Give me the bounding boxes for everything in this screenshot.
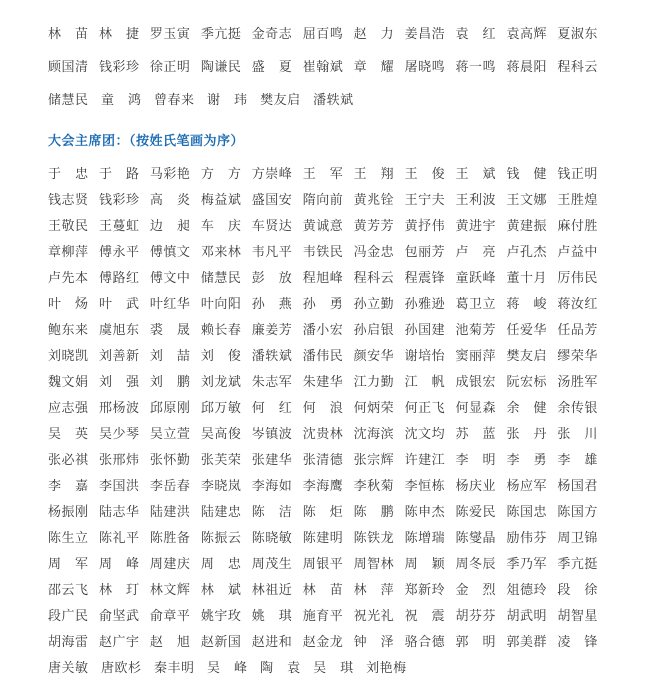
person-name: 任品芳 bbox=[557, 322, 598, 338]
person-name: 张建华 bbox=[251, 452, 293, 468]
person-name: 许建江 bbox=[404, 452, 446, 468]
person-name: 廉姜芳 bbox=[251, 322, 293, 338]
person-name: 张宗辉 bbox=[353, 452, 395, 468]
person-name: 林文辉 bbox=[149, 582, 191, 598]
person-name: 杨振刚 bbox=[48, 504, 89, 520]
person-name: 孙国建 bbox=[404, 322, 446, 338]
person-name: 章柳萍 bbox=[48, 244, 89, 260]
person-name: 储慧民 bbox=[48, 93, 89, 108]
name-row bbox=[48, 49, 598, 82]
person-name: 俞章平 bbox=[149, 608, 191, 624]
person-name: 励伟芬 bbox=[506, 530, 547, 546]
person-name: 秦丰明 bbox=[154, 660, 195, 676]
person-name: 储慧民 bbox=[200, 270, 242, 286]
person-name: 季乃军 bbox=[506, 556, 547, 572]
person-name: 夏淑东 bbox=[557, 27, 598, 42]
person-name: 李岳春 bbox=[149, 478, 191, 494]
person-name: 麻付胜 bbox=[557, 218, 598, 234]
person-name: 刘晓凯 bbox=[48, 348, 89, 364]
person-name: 周 颖 bbox=[404, 556, 446, 572]
person-name: 张怀勤 bbox=[149, 452, 191, 468]
person-name: 姚 琪 bbox=[251, 608, 293, 624]
person-name: 边 昶 bbox=[149, 218, 191, 234]
person-name: 池菊芳 bbox=[455, 322, 497, 338]
person-name: 吴立萱 bbox=[149, 426, 191, 442]
person-name: 陈增瑞 bbox=[404, 530, 446, 546]
person-name: 屠晓鸣 bbox=[404, 60, 446, 75]
presidium-name-list bbox=[48, 159, 598, 679]
person-name: 孙立勤 bbox=[353, 296, 395, 312]
name-row bbox=[48, 393, 598, 419]
person-name: 唐关敏 bbox=[48, 660, 89, 676]
person-name: 王 斌 bbox=[455, 166, 497, 182]
person-name: 窦丽萍 bbox=[455, 348, 497, 364]
person-name: 谢培怡 bbox=[404, 348, 446, 364]
person-name: 陈铁龙 bbox=[353, 530, 395, 546]
person-name: 陆建忠 bbox=[200, 504, 242, 520]
person-name: 曾春来 bbox=[154, 93, 195, 108]
person-name: 卢益中 bbox=[557, 244, 598, 260]
person-name: 林 捷 bbox=[98, 27, 140, 42]
person-name: 郭 明 bbox=[455, 634, 497, 650]
person-name: 高 炎 bbox=[149, 192, 191, 208]
person-name: 陈振云 bbox=[200, 530, 242, 546]
person-name: 朱建华 bbox=[302, 374, 344, 390]
person-name: 周卫锦 bbox=[557, 530, 598, 546]
person-name: 盛 夏 bbox=[251, 60, 293, 75]
person-name: 刘艳梅 bbox=[366, 660, 407, 676]
person-name: 林 玎 bbox=[98, 582, 140, 598]
person-name: 胡智星 bbox=[557, 608, 598, 624]
person-name: 周银平 bbox=[302, 556, 344, 572]
person-name: 潘轶斌 bbox=[313, 93, 354, 108]
person-name: 陈申杰 bbox=[404, 504, 446, 520]
presidium-heading: 大会主席团：（按姓氏笔画为序） bbox=[48, 134, 245, 149]
person-name: 韦凡平 bbox=[251, 244, 293, 260]
person-name: 张芙荣 bbox=[200, 452, 242, 468]
name-row bbox=[48, 82, 598, 115]
person-name: 王文娜 bbox=[506, 192, 547, 208]
person-name: 吴 英 bbox=[48, 426, 89, 442]
person-name: 金奇志 bbox=[251, 27, 293, 42]
person-name: 俞坚武 bbox=[98, 608, 140, 624]
person-name: 王 俊 bbox=[404, 166, 446, 182]
person-name: 刘龙斌 bbox=[200, 374, 242, 390]
person-name: 陈生立 bbox=[48, 530, 89, 546]
person-name: 叶红华 bbox=[149, 296, 191, 312]
name-row bbox=[48, 523, 598, 549]
person-name: 蒋晨阳 bbox=[506, 60, 547, 75]
person-name: 姜昌浩 bbox=[404, 27, 446, 42]
person-name: 余 健 bbox=[506, 400, 547, 416]
person-name: 陈 炬 bbox=[302, 504, 344, 520]
person-name: 王敬民 bbox=[48, 218, 89, 234]
person-name: 江力勤 bbox=[353, 374, 395, 390]
name-row bbox=[48, 211, 598, 237]
person-name: 袁高辉 bbox=[506, 27, 547, 42]
person-name: 陈胜备 bbox=[149, 530, 191, 546]
person-name: 彭 放 bbox=[251, 270, 293, 286]
person-name: 唐欧杉 bbox=[101, 660, 142, 676]
person-name: 李国洪 bbox=[98, 478, 140, 494]
name-row bbox=[48, 653, 598, 679]
person-name: 张 川 bbox=[557, 426, 598, 442]
person-name: 刘 鹏 bbox=[149, 374, 191, 390]
person-name: 赵进和 bbox=[251, 634, 293, 650]
person-name: 邱万敏 bbox=[200, 400, 242, 416]
person-name: 沈文均 bbox=[404, 426, 446, 442]
name-row bbox=[48, 497, 598, 523]
person-name: 陈 洁 bbox=[251, 504, 293, 520]
person-name: 李恒栋 bbox=[404, 478, 446, 494]
person-name: 陈礼平 bbox=[98, 530, 140, 546]
person-name: 何 红 bbox=[251, 400, 293, 416]
person-name: 林 斌 bbox=[200, 582, 242, 598]
person-name: 虞旭东 bbox=[98, 322, 140, 338]
person-name: 赵 力 bbox=[353, 27, 395, 42]
person-name: 程科云 bbox=[557, 60, 598, 75]
person-name: 樊友启 bbox=[506, 348, 547, 364]
person-name: 陶谦民 bbox=[200, 60, 242, 75]
name-row bbox=[48, 159, 598, 185]
person-name: 罗玉寅 bbox=[149, 27, 191, 42]
person-name: 赵广宇 bbox=[98, 634, 140, 650]
person-name: 黄兆铨 bbox=[353, 192, 395, 208]
person-name: 吴 琪 bbox=[313, 660, 354, 676]
person-name: 刘 强 bbox=[98, 374, 140, 390]
name-row bbox=[48, 289, 598, 315]
person-name: 徐正明 bbox=[149, 60, 191, 75]
name-row bbox=[48, 185, 598, 211]
person-name: 季亢挺 bbox=[557, 556, 598, 572]
person-name: 周智林 bbox=[353, 556, 395, 572]
person-name: 祝光礼 bbox=[353, 608, 395, 624]
person-name: 陆建洪 bbox=[149, 504, 191, 520]
person-name: 钟 泽 bbox=[353, 634, 395, 650]
person-name: 孙 勇 bbox=[302, 296, 344, 312]
person-name: 卢孔杰 bbox=[506, 244, 547, 260]
person-name: 李 勇 bbox=[506, 452, 547, 468]
person-name: 姚宇玫 bbox=[200, 608, 242, 624]
person-name: 潘小宏 bbox=[302, 322, 344, 338]
name-row bbox=[48, 471, 598, 497]
person-name: 王宁夫 bbox=[404, 192, 446, 208]
person-name: 叶 炀 bbox=[48, 296, 89, 312]
person-name: 顾国清 bbox=[48, 60, 89, 75]
person-name: 阮宏标 bbox=[506, 374, 547, 390]
person-name: 林祖近 bbox=[251, 582, 293, 598]
top-name-list bbox=[48, 16, 598, 115]
person-name: 李秋菊 bbox=[353, 478, 395, 494]
person-name: 成银宏 bbox=[455, 374, 497, 390]
person-name: 黄抒伟 bbox=[404, 218, 446, 234]
person-name: 崔翰斌 bbox=[302, 60, 344, 75]
person-name: 钱彩珍 bbox=[98, 60, 140, 75]
person-name: 岑镇波 bbox=[251, 426, 293, 442]
person-name: 赵 旭 bbox=[149, 634, 191, 650]
person-name: 胡武明 bbox=[506, 608, 547, 624]
person-name: 何显森 bbox=[455, 400, 497, 416]
person-name: 陈建明 bbox=[302, 530, 344, 546]
person-name: 黄进宇 bbox=[455, 218, 497, 234]
person-name: 钱正明 bbox=[557, 166, 598, 182]
person-name: 叶 武 bbox=[98, 296, 140, 312]
person-name: 胡海雷 bbox=[48, 634, 89, 650]
person-name: 童跃峰 bbox=[455, 270, 497, 286]
person-name: 屈百鸣 bbox=[302, 27, 344, 42]
person-name: 陈国方 bbox=[557, 504, 598, 520]
person-name: 孙雅逊 bbox=[404, 296, 446, 312]
person-name: 程科云 bbox=[353, 270, 395, 286]
person-name: 马彩艳 bbox=[149, 166, 191, 182]
person-name: 傅路红 bbox=[98, 270, 140, 286]
name-row bbox=[48, 627, 598, 653]
person-name: 刘善新 bbox=[98, 348, 140, 364]
person-name: 李 雄 bbox=[557, 452, 598, 468]
person-name: 蒋 峻 bbox=[506, 296, 547, 312]
person-name: 刘 俊 bbox=[200, 348, 242, 364]
person-name: 王蔓虹 bbox=[98, 218, 140, 234]
person-name: 汤胜军 bbox=[557, 374, 598, 390]
person-name: 冯金忠 bbox=[353, 244, 395, 260]
person-name: 陈燮晶 bbox=[455, 530, 497, 546]
person-name: 车贤达 bbox=[251, 218, 293, 234]
person-name: 隋向前 bbox=[302, 192, 344, 208]
person-name: 梅益斌 bbox=[200, 192, 242, 208]
person-name: 盛国安 bbox=[251, 192, 293, 208]
person-name: 杨国君 bbox=[557, 478, 598, 494]
person-name: 钱志贤 bbox=[48, 192, 89, 208]
person-name: 骆合德 bbox=[404, 634, 446, 650]
person-name: 林 苗 bbox=[48, 27, 89, 42]
person-name: 周茂生 bbox=[251, 556, 293, 572]
person-name: 赖长春 bbox=[200, 322, 242, 338]
person-name: 李 嘉 bbox=[48, 478, 89, 494]
person-name: 俎德玲 bbox=[506, 582, 547, 598]
person-name: 蒋一鸣 bbox=[455, 60, 497, 75]
person-name: 车 庆 bbox=[200, 218, 242, 234]
person-name: 施育平 bbox=[302, 608, 344, 624]
person-name: 章 耀 bbox=[353, 60, 395, 75]
name-row bbox=[48, 445, 598, 471]
person-name: 袁 红 bbox=[455, 27, 497, 42]
person-name: 张必祺 bbox=[48, 452, 89, 468]
person-name: 金 烈 bbox=[455, 582, 497, 598]
person-name: 应志强 bbox=[48, 400, 89, 416]
person-name: 何正飞 bbox=[404, 400, 446, 416]
person-name: 葛卫立 bbox=[455, 296, 497, 312]
person-name: 季亢挺 bbox=[200, 27, 242, 42]
name-row bbox=[48, 549, 598, 575]
person-name: 王 翔 bbox=[353, 166, 395, 182]
person-name: 傅永平 bbox=[98, 244, 140, 260]
person-name: 沈海滨 bbox=[353, 426, 395, 442]
person-name: 邓来林 bbox=[200, 244, 242, 260]
person-name: 厉伟民 bbox=[557, 270, 598, 286]
person-name: 郭美群 bbox=[506, 634, 547, 650]
person-name: 周冬辰 bbox=[455, 556, 497, 572]
person-name: 邱原刚 bbox=[149, 400, 191, 416]
person-name: 钱彩珍 bbox=[98, 192, 140, 208]
person-name: 魏文娟 bbox=[48, 374, 89, 390]
person-name: 缪荣华 bbox=[557, 348, 598, 364]
person-name: 陈 鹏 bbox=[353, 504, 395, 520]
person-name: 韦铁民 bbox=[302, 244, 344, 260]
person-name: 苏 蓝 bbox=[455, 426, 497, 442]
person-name: 赵新国 bbox=[200, 634, 242, 650]
person-name: 蒋汝红 bbox=[557, 296, 598, 312]
person-name: 郑新玲 bbox=[404, 582, 446, 598]
person-name: 叶向阳 bbox=[200, 296, 242, 312]
person-name: 李 明 bbox=[455, 452, 497, 468]
person-name: 刘 喆 bbox=[149, 348, 191, 364]
person-name: 何 浪 bbox=[302, 400, 344, 416]
person-name: 张邢炜 bbox=[98, 452, 140, 468]
person-name: 张清德 bbox=[302, 452, 344, 468]
person-name: 周 军 bbox=[48, 556, 89, 572]
person-name: 邢杨波 bbox=[98, 400, 140, 416]
person-name: 李海如 bbox=[251, 478, 293, 494]
name-row bbox=[48, 367, 598, 393]
name-row bbox=[48, 16, 598, 49]
person-name: 王胜煌 bbox=[557, 192, 598, 208]
person-name: 林 苗 bbox=[302, 582, 344, 598]
name-row bbox=[48, 315, 598, 341]
name-row bbox=[48, 575, 598, 601]
person-name: 陈晓敏 bbox=[251, 530, 293, 546]
person-name: 潘伟民 bbox=[302, 348, 344, 364]
person-name: 王 军 bbox=[302, 166, 344, 182]
name-row bbox=[48, 419, 598, 445]
person-name: 陈国忠 bbox=[506, 504, 547, 520]
person-name: 鲍东来 bbox=[48, 322, 89, 338]
person-name: 吴高俊 bbox=[200, 426, 242, 442]
person-name: 杨应军 bbox=[506, 478, 547, 494]
person-name: 陆志华 bbox=[98, 504, 140, 520]
person-name: 孙 燕 bbox=[251, 296, 293, 312]
person-name: 任爱华 bbox=[506, 322, 547, 338]
person-name: 杨庆业 bbox=[455, 478, 497, 494]
person-name: 傅文中 bbox=[149, 270, 191, 286]
person-name: 黄建振 bbox=[506, 218, 547, 234]
person-name: 段广民 bbox=[48, 608, 89, 624]
person-name: 凌 锋 bbox=[557, 634, 598, 650]
person-name: 傅慎文 bbox=[149, 244, 191, 260]
name-row bbox=[48, 601, 598, 627]
person-name: 方 方 bbox=[200, 166, 242, 182]
person-name: 陶 袁 bbox=[260, 660, 301, 676]
name-row bbox=[48, 237, 598, 263]
person-name: 李海鹰 bbox=[302, 478, 344, 494]
person-name: 卢 亮 bbox=[455, 244, 497, 260]
person-name: 潘轶斌 bbox=[251, 348, 293, 364]
person-name: 周 忠 bbox=[200, 556, 242, 572]
person-name: 祝 震 bbox=[404, 608, 446, 624]
person-name: 邵云飞 bbox=[48, 582, 89, 598]
person-name: 何炳荣 bbox=[353, 400, 395, 416]
person-name: 沈贵林 bbox=[302, 426, 344, 442]
name-row bbox=[48, 263, 598, 289]
person-name: 陈爱民 bbox=[455, 504, 497, 520]
person-name: 包丽芳 bbox=[404, 244, 446, 260]
person-name: 吴少琴 bbox=[98, 426, 140, 442]
person-name: 颜安华 bbox=[353, 348, 395, 364]
person-name: 赵金龙 bbox=[302, 634, 344, 650]
person-name: 张 丹 bbox=[506, 426, 547, 442]
person-name: 程震锋 bbox=[404, 270, 446, 286]
person-name: 孙启银 bbox=[353, 322, 395, 338]
person-name: 胡芬芬 bbox=[455, 608, 497, 624]
person-name: 程旭峰 bbox=[302, 270, 344, 286]
person-name: 吴 峰 bbox=[207, 660, 248, 676]
person-name: 裘 晟 bbox=[149, 322, 191, 338]
person-name: 周 峰 bbox=[98, 556, 140, 572]
person-name: 钱 健 bbox=[506, 166, 547, 182]
person-name: 黄诚意 bbox=[302, 218, 344, 234]
person-name: 于 路 bbox=[98, 166, 140, 182]
person-name: 樊友启 bbox=[260, 93, 301, 108]
person-name: 卢先本 bbox=[48, 270, 89, 286]
person-name: 童 鸿 bbox=[101, 93, 142, 108]
person-name: 朱志军 bbox=[251, 374, 293, 390]
person-name: 段 徐 bbox=[557, 582, 598, 598]
person-name: 江 帆 bbox=[404, 374, 446, 390]
person-name: 董十月 bbox=[506, 270, 547, 286]
person-name: 方崇峰 bbox=[251, 166, 293, 182]
person-name: 余传银 bbox=[557, 400, 598, 416]
person-name: 于 忠 bbox=[48, 166, 89, 182]
person-name: 谢 玮 bbox=[207, 93, 248, 108]
person-name: 李晓岚 bbox=[200, 478, 242, 494]
person-name: 周建庆 bbox=[149, 556, 191, 572]
person-name: 黄芳芳 bbox=[353, 218, 395, 234]
person-name: 林 萍 bbox=[353, 582, 395, 598]
name-row bbox=[48, 341, 598, 367]
person-name: 王利波 bbox=[455, 192, 497, 208]
